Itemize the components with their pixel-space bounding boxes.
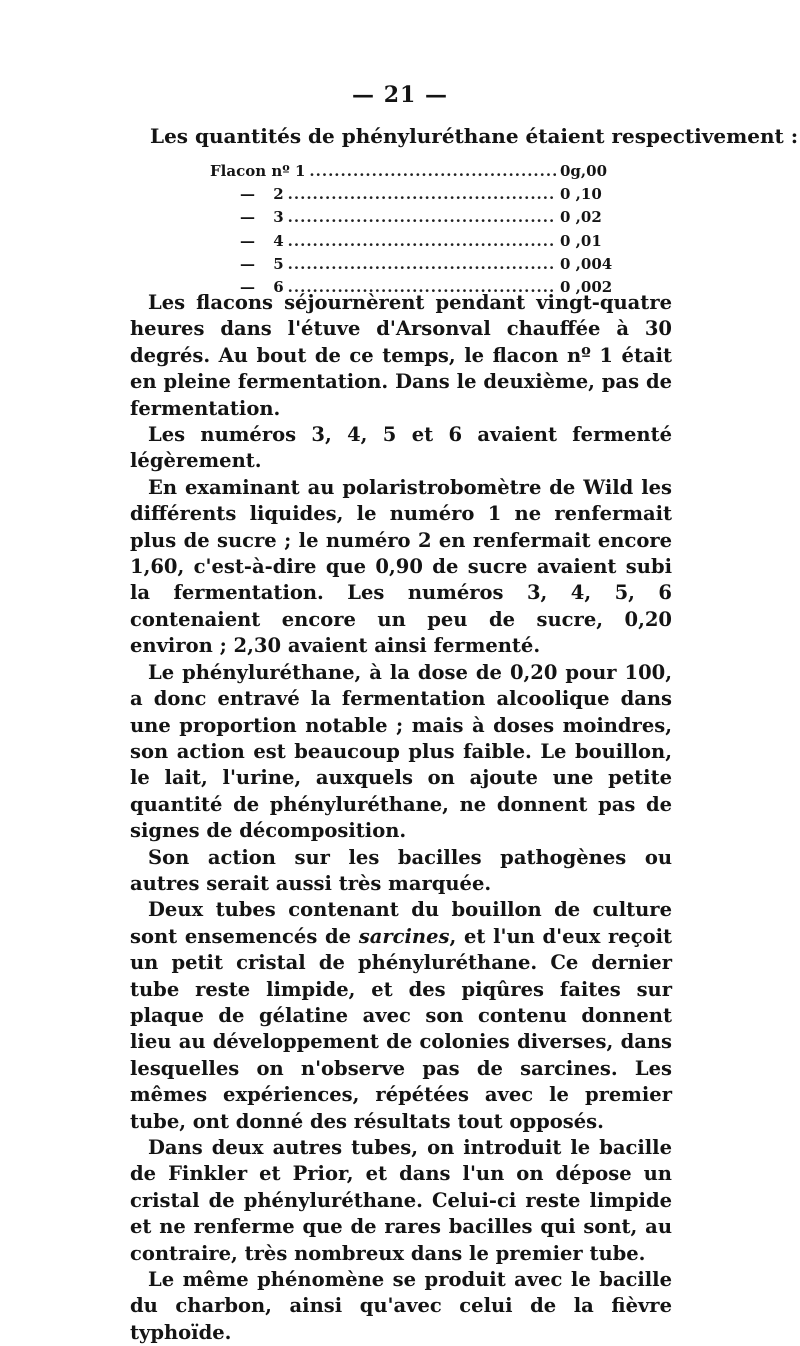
page-number: — 21 — bbox=[352, 82, 448, 108]
leader-dots bbox=[288, 185, 556, 203]
body-text bbox=[130, 290, 672, 1346]
paragraph: Le phényluréthane, à la dose de 0,20 pour 100, a donc entravé la fermentation alcoolique dans une proportion notable ; mais à doses moindres, son action est beaucoup plus faible. Le bouillon, le lait, l'urine, auxquels on ajoute une petite quantité de phényluréthane, ne donnent pas de signes de décomposition. bbox=[130, 660, 672, 843]
flacon-label: — 2 bbox=[240, 185, 284, 204]
intro-line: Les quantités de phényluréthane étaient respectivement : bbox=[150, 124, 799, 148]
leader-dots bbox=[288, 232, 556, 250]
flacon-row bbox=[210, 208, 630, 231]
flacon-row bbox=[210, 255, 630, 278]
flacon-value: 0 ,01 bbox=[560, 231, 602, 250]
paragraph: Dans deux autres tubes, on introduit le bacille de Finkler et Prior, et dans l'un on dépose un cristal de phényluréthane. Celui-ci reste limpide et ne renferme que de rares bacilles qui sont, au contraire, très nombreux dans le premier tube. bbox=[130, 1136, 672, 1265]
flacon-row bbox=[210, 162, 630, 185]
flacon-row bbox=[210, 232, 630, 255]
paragraph: Les numéros 3, 4, 5 et 6 avaient fermenté légèrement. bbox=[130, 423, 672, 473]
flacon-label: — 6 bbox=[240, 277, 284, 296]
paragraph: Le même phénomène se produit avec le bacille du charbon, ainsi qu'avec celui de la fièvre typhoïde. bbox=[130, 1268, 672, 1344]
flacon-label: — 3 bbox=[240, 208, 284, 227]
flacon-label: — 5 bbox=[240, 254, 284, 273]
leader-dots bbox=[288, 255, 556, 273]
paragraph: Deux tubes contenant du bouillon de culture sont ensemencés de sarcines, et l'un d'eux reçoit un petit cristal de phényluréthane. Ce dernier tube reste limpide, et des piqûres faites sur plaque de gélatine avec son contenu donnent lieu au développement de colonies diverses, dans lesquelles on n'observe pas de sarcines. Les mêmes expériences, répétées avec le premier tube, ont donné des résultats tout opposés. bbox=[130, 898, 672, 1133]
flacon-value: 0 ,02 bbox=[560, 208, 602, 227]
leader-dots bbox=[309, 162, 556, 180]
paragraph: Les flacons séjournèrent pendant vingt-quatre heures dans l'étuve d'Arsonval chauffée à 30 degrés. Au bout de ce temps, le flacon nº 1 était en pleine fermentation. Dans le deuxième, pas de fermentation. bbox=[130, 291, 672, 420]
flacon-value: 0 ,002 bbox=[560, 277, 613, 296]
flacon-row bbox=[210, 185, 630, 208]
paragraph: Son action sur les bacilles pathogènes ou autres serait aussi très marquée. bbox=[130, 845, 672, 895]
flacon-label: Flacon nº 1 bbox=[210, 162, 306, 180]
italic-term: sarcines bbox=[358, 924, 450, 948]
paragraph: En examinant au polaristrobomètre de Wild les différents liquides, le numéro 1 ne renfermait plus de sucre ; le numéro 2 en renfermait encore 1,60, c'est-à-dire que 0,90 de sucre avaient subi la fermentation. Les numéros 3, 4, 5, 6 contenaient encore un peu de sucre, 0,20 environ ; 2,30 avaient ainsi fermenté. bbox=[130, 475, 672, 658]
flacon-table bbox=[210, 162, 630, 301]
flacon-value: 0 ,004 bbox=[560, 254, 613, 273]
flacon-label: — 4 bbox=[240, 231, 284, 250]
flacon-value: 0g,00 bbox=[560, 162, 608, 180]
flacon-value: 0 ,10 bbox=[560, 185, 602, 204]
leader-dots bbox=[288, 208, 556, 226]
